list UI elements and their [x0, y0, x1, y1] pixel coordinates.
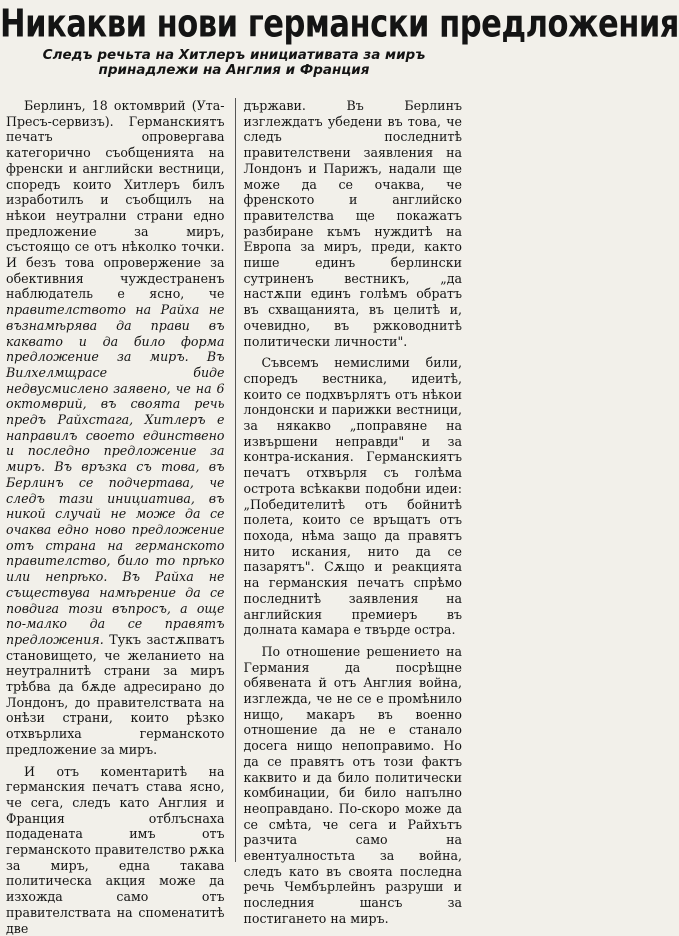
article-body: [6, 98, 462, 936]
right-column: [235, 98, 463, 926]
left-column: [6, 98, 225, 936]
paragraph: държави. Въ Берлинъ изглеждатъ убедени въ това, че следъ последнитѣ правителствени заявления на Лондонъ и Парижъ, надали ще може да се очаква, че френското и английско правителства ще покажатъ разбиране къмъ нуждитѣ на Европа за миръ, преди, както пише единъ берлински сутриненъ вестникъ, „да настѫпи единъ голѣмъ обратъ въ схващанията, въ целитѣ и, очевидно, въ ржководнитѣ политически личности".: [243, 98, 462, 349]
paragraph-text: Тукъ застѫпватъ становището, че желанието на неутралнитѣ страни за миръ трѣбва да бѫде адресирано до Лондонъ, до правителствата на онѣзи страни, които рѣзко отхвърлиха германското предложение за миръ.: [6, 631, 225, 757]
newspaper-clipping: [0, 2, 679, 936]
paragraph-text: Берлинъ, 18 октомврий (Ута-Пресъ-сервизъ). Германскиятъ печатъ опровергава категорично съобщенията на френски и английски вестници, споредъ които Хитлеръ билъ изработилъ и съобщилъ на нѣкои неутрални страни едно предложение за миръ, състоящо се отъ нѣколко точки. И безъ това опровержение за обективния чуждестраненъ наблюдатель е ясно, че: [6, 98, 225, 302]
paragraph: [6, 98, 225, 758]
paragraph: Съвсемъ немислими били, споредъ вестника, идеитѣ, които се подхвърлятъ отъ нѣкои лондонски и парижки вестници, за някакво „поправяне на извършени неправди" и за контра-искания. Германскиятъ печатъ отхвърля съ голѣма острота всѣкакви подобни идеи: „Победителитѣ отъ бойнитѣ полета, които се връщатъ отъ похода, нѣма защо да правятъ нито искания, нито да се пазарятъ". Сѫщо и реакцията на германския печатъ спрѣмо последнитѣ заявления на английския премиеръ въ долната камара е твърде остра.: [243, 355, 462, 638]
article-subheadline: Следъ речьта на Хитлеръ инициативата за миръ принадлежи на Англия и Франция: [42, 47, 426, 78]
paragraph: По отношение решението на Германия да посрѣщне обявената й отъ Англия война, изглежда, че не се е промѣнило нищо, макаръ въ военно отношение да не е станало досега нищо непоправимо. Но да се правятъ отъ този фактъ каквито и да било политически комбинации, би било напълно неоправдано. По-скоро може да се смѣта, че сега и Райхътъ разчита само на евентуалностьта за война, следъ като въ своята последна речь Чембърлейнъ разруши и последния шансъ за постигането на миръ.: [243, 643, 462, 926]
paragraph: И отъ коментаритѣ на германския печатъ става ясно, че сега, следъ като Англия и Франция отблъснаха подадената имъ отъ германското правителство рѫка за миръ, една такава политическа акция може да изхожда само отъ правителствата на споменатитѣ две: [6, 763, 225, 936]
paragraph-italic-text: правителството на Райха не възнамѣрява да прави въ каквато и да било форма предложение за миръ. Въ Вилхелмщрасе биде недвусмислено заявено, че на 6 октомврий, въ своята речь предъ Райхстага, Хитлеръ е направилъ своето единствено и последно предложение за миръ. Въ връзка съ това, въ Берлинъ се подчертава, че следъ тази инициатива, въ никой случай не може да се очаква едно ново предложение отъ страна на германското правителство, било то прѣко или непрѣко. Въ Райха не съществува намѣрение да се повдига този въпросъ, а още по-малко да се правятъ предложения.: [6, 302, 225, 647]
article-headline: Никакви нови германски предложения: [0, 2, 679, 47]
